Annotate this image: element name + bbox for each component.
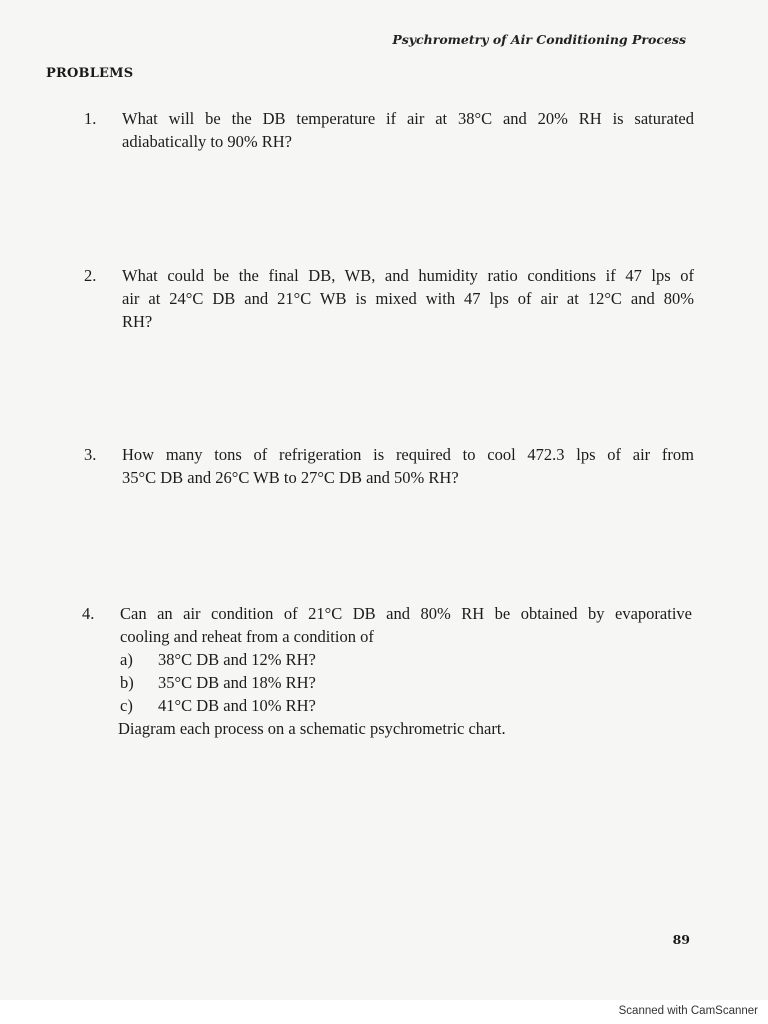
problem-line: air at 24°C DB and 21°C WB is mixed with 47 lps of air at 12°C and 80%: [122, 289, 694, 308]
problem-number: 1.: [84, 109, 97, 128]
subitem-text: 41°C DB and 10% RH?: [158, 696, 316, 715]
problem-subitems: [120, 648, 692, 717]
subitem-c: [120, 694, 692, 717]
problem-line: Can an air condition of 21°C DB and 80% RH be obtained by evaporative: [120, 604, 692, 623]
subitem-label: b): [120, 673, 134, 692]
problem-number: 4.: [82, 604, 95, 623]
problem-line: How many tons of refrigeration is required to cool 472.3 lps of air from: [122, 445, 694, 464]
problem-closing-line: Diagram each process on a schematic psychrometric chart.: [118, 719, 506, 738]
problem-number: 3.: [84, 445, 97, 464]
problem-line: RH?: [122, 312, 153, 331]
page-number: 89: [672, 932, 690, 947]
problem-number: 2.: [84, 266, 97, 285]
problem-2: [84, 264, 694, 333]
subitem-label: c): [120, 696, 133, 715]
problem-line: cooling and reheat from a condition of: [120, 627, 374, 646]
subitem-text: 35°C DB and 18% RH?: [158, 673, 316, 692]
section-heading: PROBLEMS: [46, 66, 134, 81]
subitem-text: 38°C DB and 12% RH?: [158, 650, 316, 669]
problem-line: 35°C DB and 26°C WB to 27°C DB and 50% RH?: [122, 468, 459, 487]
problem-line: What could be the final DB, WB, and humidity ratio conditions if 47 lps of: [122, 266, 694, 285]
subitem-a: [120, 648, 692, 671]
problem-line: adiabatically to 90% RH?: [122, 132, 292, 151]
running-header: Psychrometry of Air Conditioning Process: [392, 32, 686, 47]
problem-1: [84, 107, 694, 153]
subitem-label: a): [120, 650, 133, 669]
problem-3: [84, 443, 694, 489]
scanner-watermark: Scanned with CamScanner: [618, 1005, 758, 1017]
subitem-b: [120, 671, 692, 694]
scan-footer: [0, 1000, 768, 1024]
problem-line: What will be the DB temperature if air at 38°C and 20% RH is saturated: [122, 109, 694, 128]
problem-4: [82, 602, 692, 740]
